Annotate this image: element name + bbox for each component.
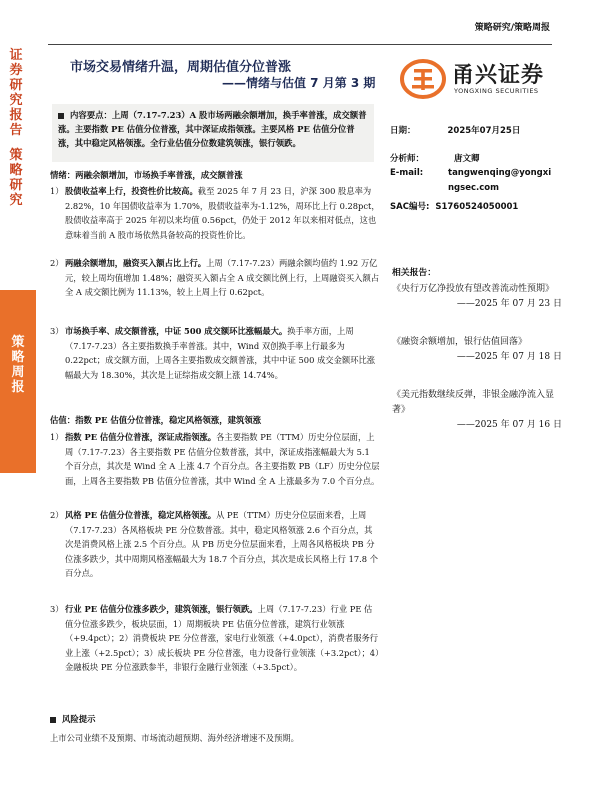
sidebar-label-strategy: 策略研究 xyxy=(9,148,23,208)
risk-text: 上市公司业绩不及预期、市场流动超预期、海外经济增速不及预期。 xyxy=(50,733,299,743)
report-date: 日期： 2025年07月25日 xyxy=(390,126,521,136)
related-report-item: 《央行万亿净投放有望改善流动性预期》 ——2025 年 07 月 23 日 xyxy=(392,284,562,309)
company-logo xyxy=(400,58,565,102)
related-report-item: 《融资余额增加，银行估值回落》 ——2025 年 07 月 18 日 xyxy=(392,337,562,362)
list-item: 3） 行业 PE 估值分位涨多跌少，建筑领涨，银行领跌。上周（7.17-7.23）行业 PE 估值分位涨多跌少，板块层面，1）周期板块 PE 估值分位普涨，建筑行业领涨（+9.4pct）；2）消费板块 PE 分位普涨，家电行业领涨（+4.0pct），消费者服务行业上涨（+2.5pct）；3）成长板块 PE 分位普涨，电力设备行业领涨（+3.2pct）；4）金融板块 PE 分位涨跌参半，非银行金融行业领涨（+3.5pct）。 xyxy=(50,604,380,672)
sac-number: SAC编号: S1760524050001 xyxy=(390,202,519,212)
logo-text-cn: 甬兴证券 xyxy=(452,63,545,88)
related-reports-heading: 相关报告： xyxy=(392,268,436,278)
report-category: 策略研究/策略周报 xyxy=(474,23,550,33)
summary-text: 内容要点：上周（7.17-7.23）A 股市场两融余额增加，换手率普涨，成交额普涨。主要指数 PE 估值分位普涨，其中深证成指领涨。主要风格 PE 估值分位普涨，其中稳定风格领涨。全行业估值分位数建筑领涨，银行领跌。 xyxy=(58,110,367,148)
list-item: 2） 两融余额增加，融资买入额占比上行。上周（7.17-7.23）两融余额均值约 1.92 万亿元，较上周均值增加 1.48%；融资买入额占全 A 成交额比例上行，上周融资买入额占全 A 成交额比例为 11.13%，较上上周上行 0.62pct。 xyxy=(50,258,380,297)
summary-box xyxy=(52,104,374,162)
header-divider xyxy=(48,44,552,45)
analyst: 分析师： 唐文卿 xyxy=(390,154,480,164)
sidebar-top xyxy=(0,44,36,234)
sidebar-label-research: 证券研究报告 xyxy=(9,48,23,138)
logo-mark-icon xyxy=(400,58,446,100)
risk-heading: 风险提示 xyxy=(50,713,96,725)
logo-text-en: YONGXING SECURITIES xyxy=(454,87,539,95)
related-report-item: 《美元指数继续反弹，非银金融净流入显著》 ——2025 年 07 月 16 日 xyxy=(392,390,562,430)
sidebar-band xyxy=(0,290,36,473)
list-item: 2） 风格 PE 估值分位普涨，稳定风格领涨。从 PE（TTM）历史分位层面来看，上周（7.17-7.23）各风格板块 PE 分位数普涨。其中，稳定风格领涨 2.6 个百分点，其次是消费风格上涨 2.5 个百分点。从 PB 历史分位层面来看，上周各风格板块 PB 分位涨多跌少，其中周期风格涨幅最大为 18.7 个百分点，其次是成长风格上行 17.8 个百分点。 xyxy=(50,510,378,578)
report-title: 市场交易情绪升温，周期估值分位普涨 xyxy=(70,60,292,75)
section-heading-valuation: 估值：指数 PE 估值分位普涨，稳定风格领涨，建筑领涨 xyxy=(50,415,262,425)
square-bullet-icon xyxy=(58,113,64,119)
list-item: 3） 市场换手率、成交额普涨，中证 500 成交额环比涨幅最大。换手率方面，上周（7.17-7.23）各主要指数换手率普涨。其中，Wind 双创换手率上行最多为 0.22pct；成交额方面，上周各主要指数成交额普涨，其中中证 500 成交金额环比涨幅最大为 18.30%，其次是上证综指成交额上涨 14.74%。 xyxy=(50,326,376,380)
analyst-email: E-mail: tangwenqing@yongxi ngsec.com xyxy=(390,168,552,193)
sidebar-band-label: 策略周报 xyxy=(11,335,25,395)
report-subtitle: ——情绪与估值 7 月第 3 期 xyxy=(222,76,376,90)
list-item: 1） 股债收益率上行，投资性价比较高。截至 2025 年 7 月 23 日，沪深 300 股息率为 2.82%，10 年国债收益率为 1.70%，股债收益率为-1.12%，周环比上行 0.28pct，股债收益率高于 2025 年初以来均值 0.56pct，仍处于 2012 年以来相对低点，这也意味着当前 A 股市场依然具备较高的投资性价比。 xyxy=(50,186,380,240)
square-bullet-icon xyxy=(50,717,56,723)
section-heading-sentiment: 情绪：两融余额增加，市场换手率普涨，成交额普涨 xyxy=(50,170,243,180)
list-item: 1） 指数 PE 估值分位普涨，深证成指领涨。各主要指数 PE（TTM）历史分位层面，上周（7.17-7.23）各主要指数 PE 估值分位数普涨，其中，深证成指涨幅最大为 5.1 个百分点，其次是 Wind 全 A 上涨 4.7 个百分点。各主要指数 PB（LF）历史分位层面，上周各主要指数 PB 估值分位普涨，其中 Wind 全 A 上涨最多为 7.0 个百分点。 xyxy=(50,432,380,486)
